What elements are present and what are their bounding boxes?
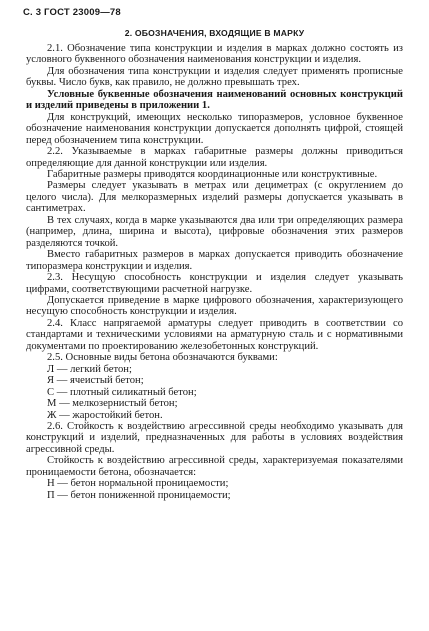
list-item: Я — ячеистый бетон; (47, 375, 144, 387)
permeability-types-list (26, 478, 403, 501)
paragraph-capacity-digits: Допускается приведение в марке цифрового обозначения, характеризующего несущую способность конструкции и изделия. (26, 294, 403, 318)
list-item: М — мелкозернистый бетон; (47, 398, 178, 410)
list-item: Ж — жаростойкий бетон. (47, 409, 163, 421)
paragraph-permeability: Стойкость к воздействию агрессивной среды, характеризуемая показателями проницаемости бетона, обозначается: (26, 455, 403, 478)
paragraph-dimensions-units: Размеры следует указывать в метрах или дециметрах (с округлением до целого числа). Для мелкоразмерных изделий размеры допускается указывать в сантиметрах. (26, 180, 403, 215)
paragraph-typesize-instead: Вместо габаритных размеров в марках допускается приводить обозначение типоразмера конструкции и изделия. (26, 249, 403, 272)
paragraph-2-2: 2.2. Указываемые в марках габаритные размеры должны приводиться определяющие для данной конструкции или изделия. (26, 146, 403, 169)
concrete-types-list (26, 364, 403, 421)
running-head: С. 3 ГОСТ 23009—78 (23, 7, 121, 18)
paragraph-2-1: 2.1. Обозначение типа конструкции и изделия в марках должно состоять из условного буквенного обозначения наименования конструкции и изделия. (26, 43, 403, 66)
paragraph-dimensions-kind: Габаритные размеры приводятся координационные или конструктивные. (47, 168, 378, 180)
paragraph-letters: Для обозначения типа конструкции и изделия следует применять прописные буквы. Число букв, как правило, не должно превышать трех. (26, 65, 403, 89)
list-item: Н — бетон нормальной проницаемости; (47, 478, 229, 490)
paragraph-dimensions-separator: В тех случаях, когда в марке указываются два или три определяющих размера (например, длина, ширина и высота), цифровые обозначения этих размеров разделяются точкой. (26, 214, 403, 249)
paragraph-appendix-note: Условные буквенные обозначения наименований основных конструкций и изделий приведены в приложении 1. (26, 88, 403, 112)
paragraph-2-3: 2.3. Несущую способность конструкции и изделия следует указывать цифрами, соответствующими расчетной нагрузке. (26, 272, 403, 295)
paragraph-typesizes: Для конструкций, имеющих несколько типоразмеров, условное буквенное обозначение наименования конструкции допускается дополнять цифрой, стоящей перед обозначением типа конструкции. (26, 111, 403, 146)
paragraph-2-6: 2.6. Стойкость к воздействию агрессивной среды необходимо указывать для конструкций и изделий, предназначенных для работы в условиях воздействия агрессивной среды. (26, 420, 403, 455)
paragraph-2-5: 2.5. Основные виды бетона обозначаются буквами: (47, 352, 278, 364)
list-item: С — плотный силикатный бетон; (47, 386, 197, 398)
list-item: Л — легкий бетон; (47, 363, 132, 375)
section-title: 2. ОБОЗНАЧЕНИЯ, ВХОДЯЩИЕ В МАРКУ (124, 28, 305, 38)
list-item: П — бетон пониженной проницаемости; (47, 489, 231, 501)
paragraph-2-4: 2.4. Класс напрягаемой арматуры следует приводить в соответствии со стандартами и техническими условиями на арматурную сталь и с нормативными документами по проектированию железобетонных конструкций. (26, 317, 403, 352)
document-body (26, 43, 403, 501)
